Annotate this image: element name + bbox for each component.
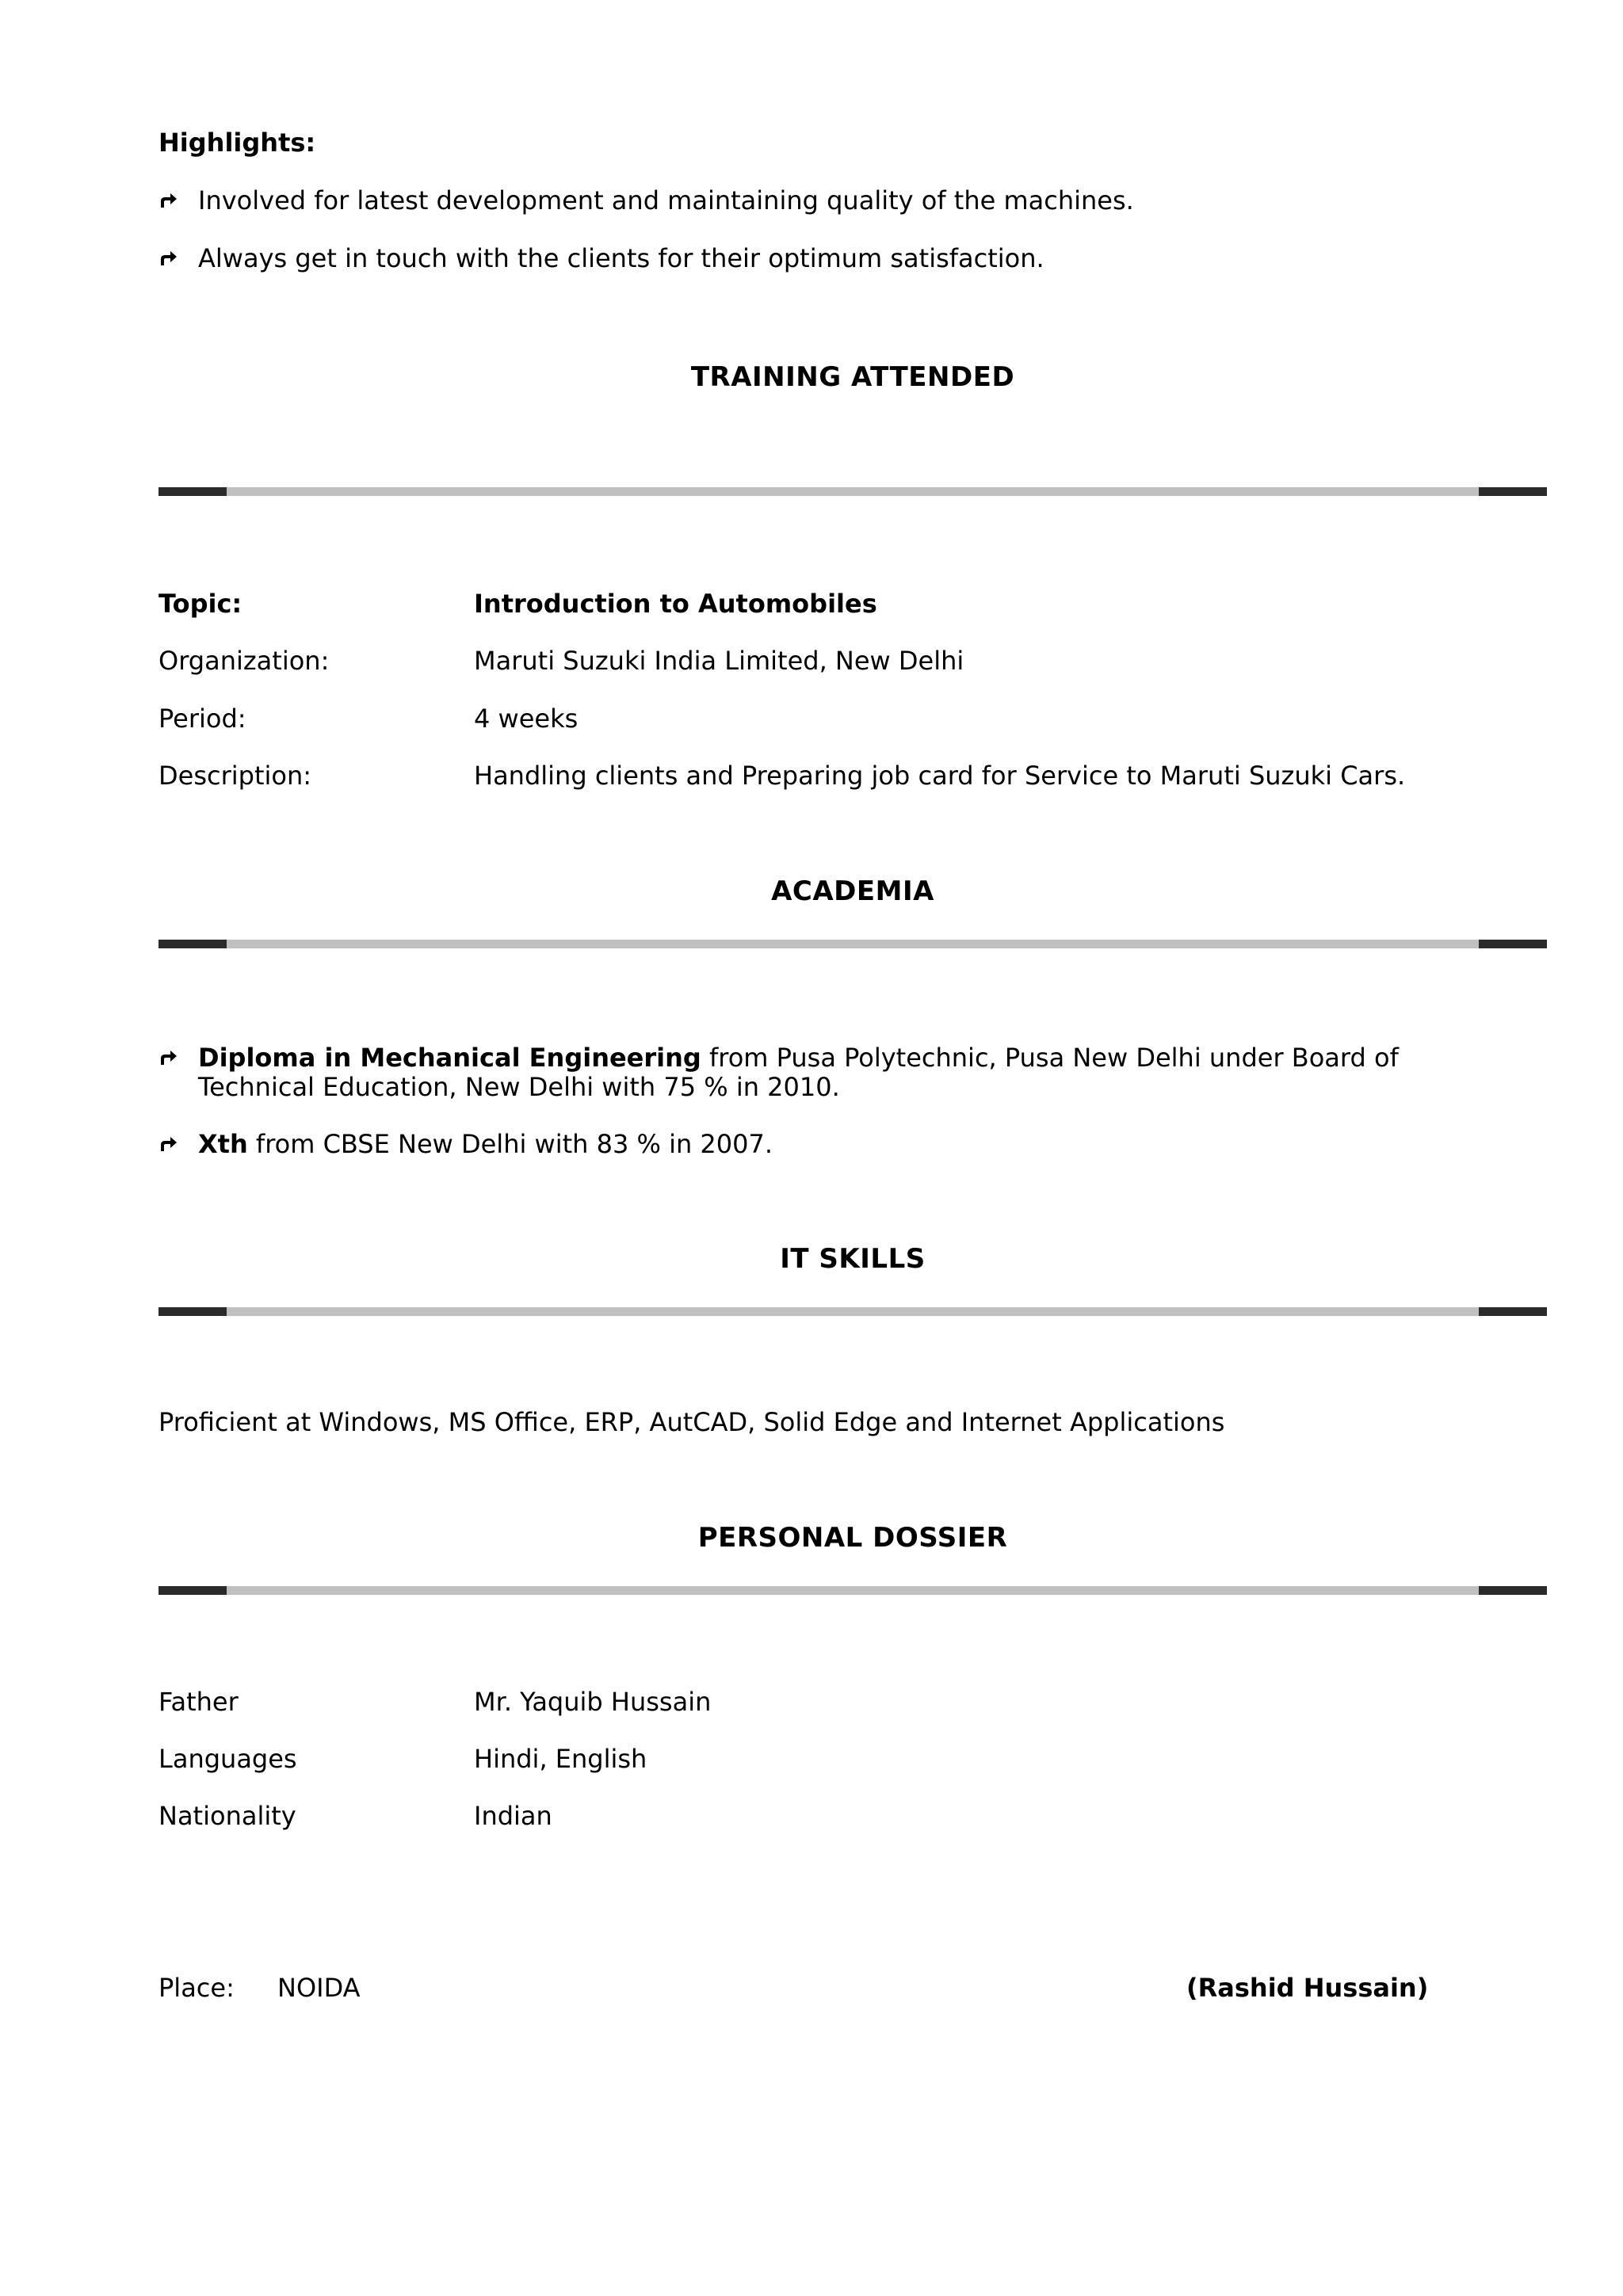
pointing-arrow-icon [158,190,179,211]
pointing-arrow-icon [158,1047,179,1068]
divider-cap-left [158,1586,227,1595]
it-skills-text: Proficient at Windows, MS Office, ERP, AutCAD, Solid Edge and Internet Applications [158,1407,1225,1437]
academia-item-detail: from Pusa Polytechnic, Pusa New Delhi under Board of [701,1043,1399,1073]
academia-section-title: ACADEMIA [771,875,934,907]
it-skills-section-title: IT SKILLS [780,1243,926,1275]
personal-nationality-label: Nationality [158,1801,296,1831]
highlight-item: Involved for latest development and maintaining quality of the machines. [198,185,1134,215]
training-topic-value: Introduction to Automobiles [474,589,877,619]
divider-cap-left [158,487,227,496]
divider-cap-right [1479,1307,1547,1316]
highlight-item: Always get in touch with the clients for their optimum satisfaction. [198,243,1044,273]
pointing-arrow-icon [158,1134,179,1154]
personal-section-title: PERSONAL DOSSIER [697,1522,1008,1554]
training-description-label: Description: [158,761,312,791]
place-value: NOIDA [277,1973,361,2003]
academia-item [198,1129,773,1159]
training-topic-label: Topic: [158,589,242,619]
academia-item-degree: Xth [198,1129,248,1159]
academia-item [198,1043,1399,1073]
training-section-title: TRAINING ATTENDED [690,361,1015,393]
pointing-arrow-icon [158,248,179,269]
academia-item-detail: from CBSE New Delhi with 83 % in 2007. [247,1129,773,1159]
divider-cap-left [158,940,227,948]
academia-item-continuation: Technical Education, New Delhi with 75 % in 2010. [198,1072,840,1102]
place-label: Place: [158,1973,235,2003]
training-divider [158,487,1547,496]
signature-name: (Rashid Hussain) [1186,1973,1429,2003]
divider-cap-right [1479,1586,1547,1595]
highlights-heading: Highlights: [158,128,316,158]
training-organization-value: Maruti Suzuki India Limited, New Delhi [474,646,964,676]
academia-divider [158,940,1547,948]
divider-cap-right [1479,487,1547,496]
academia-item-degree: Diploma in Mechanical Engineering [198,1043,701,1073]
divider-cap-right [1479,940,1547,948]
training-period-label: Period: [158,704,246,734]
personal-father-label: Father [158,1687,239,1717]
training-description-value: Handling clients and Preparing job card for Service to Maruti Suzuki Cars. [474,761,1406,791]
training-period-value: 4 weeks [474,704,579,734]
personal-languages-label: Languages [158,1744,297,1774]
training-organization-label: Organization: [158,646,330,676]
personal-father-value: Mr. Yaquib Hussain [474,1687,712,1717]
personal-nationality-value: Indian [474,1801,552,1831]
it-skills-divider [158,1307,1547,1316]
personal-divider [158,1586,1547,1595]
divider-cap-left [158,1307,227,1316]
personal-languages-value: Hindi, English [474,1744,647,1774]
